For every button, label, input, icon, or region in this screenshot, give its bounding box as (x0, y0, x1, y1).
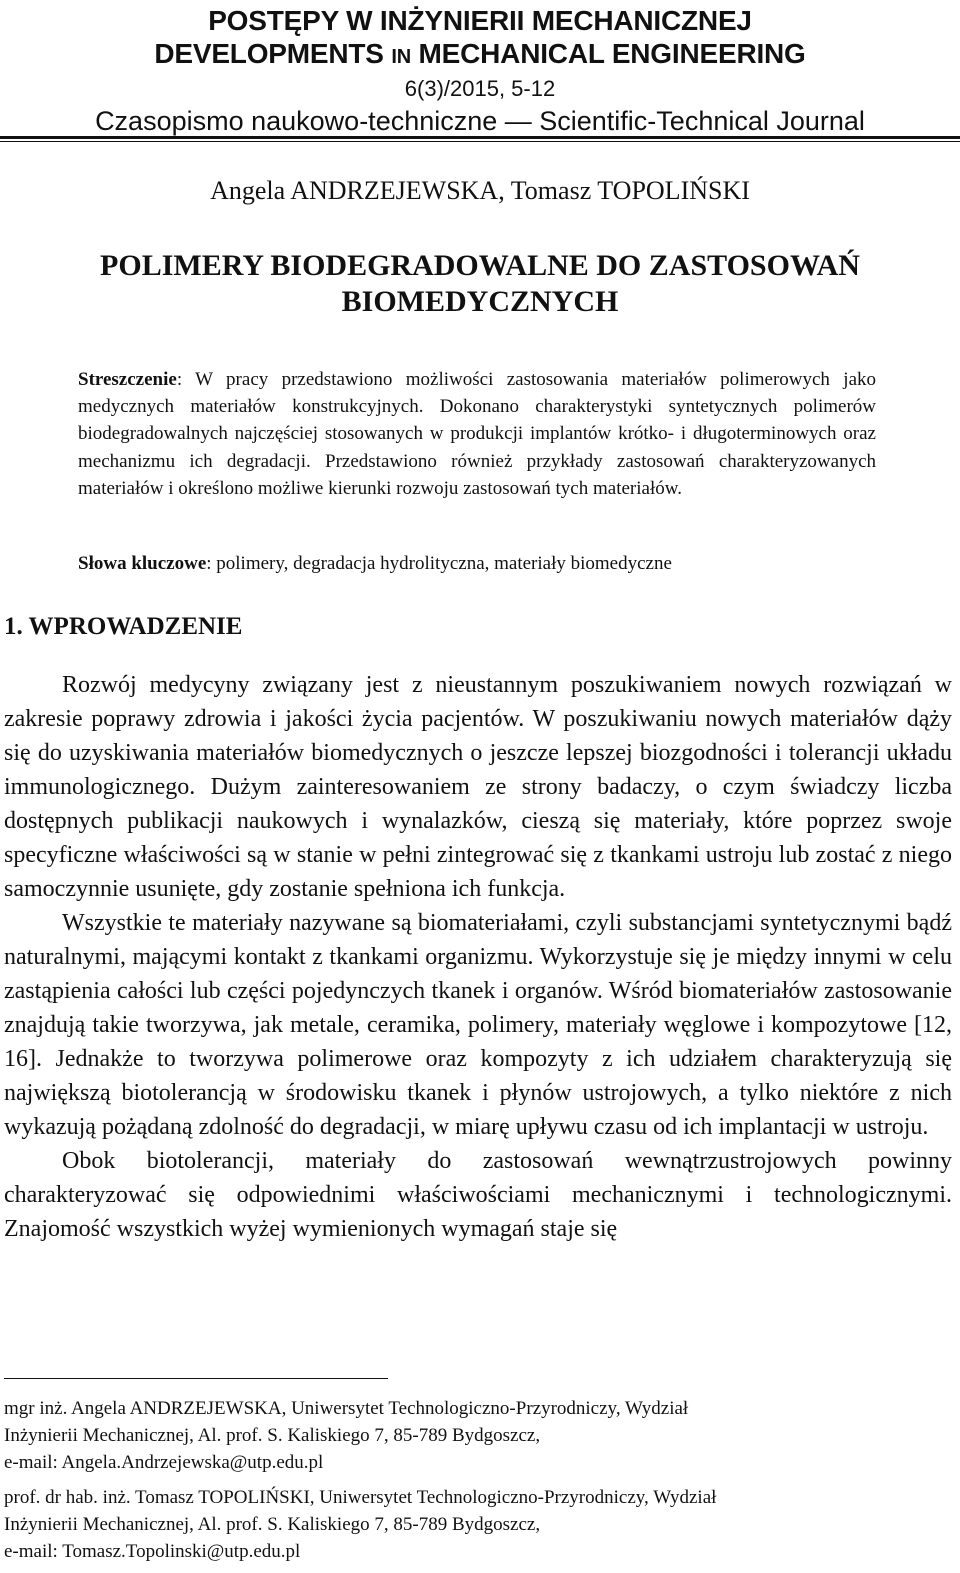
paragraph: Wszystkie te materiały nazywane są biomateriałami, czyli substancjami syntetycznymi bądź naturalnymi, mającymi kontakt z tkankami organizmu. Wykorzystuje się je między innymi w celu zastąpienia całości lub części pojedynczych tkanek i organów. Wśród biomateriałów zastosowanie znajdują takie tworzywa, jak metale, ceramika, polimery, materiały węglowe i kompozytowe [12, 16]. Jednakże to tworzywa polimerowe oraz kompozyty z ich udziałem charakteryzują się największą biotolerancją w środowisku tkanek i płynów ustrojowych, a tylko niektóre z nich wykazują pożądaną zdolność do degradacji, w miarę upływu czasu od ich implantacji w ustroju. (4, 910, 952, 1140)
body-text (4, 668, 952, 1246)
abstract-text: : W pracy przedstawiono możliwości zastosowania materiałów polimerowych jako medycznych materiałów konstrukcyjnych. Dokonano charakterystyki syntetycznych polimerów biodegradowalnych najczęściej stosowanych w produkcji implantów krótko- i długoterminowych oraz mechanizmu ich degradacji. Przedstawiono również przykłady zastosowań charakteryzowanych materiałów i określono możliwe kierunki rozwoju zastosowań tych materiałów. (78, 369, 876, 499)
keywords-text: : polimery, degradacja hydrolityczna, materiały biomedyczne (206, 553, 672, 574)
abstract-label: Streszczenie (78, 369, 177, 390)
footnote-line: prof. dr hab. inż. Tomasz TOPOLIŃSKI, Uniwersytet Technologiczno-Przyrodniczy, Wydział (4, 1487, 717, 1508)
journal-header (0, 4, 960, 138)
abstract (78, 366, 876, 502)
footnote-author-1 (4, 1395, 956, 1476)
keywords (78, 550, 876, 577)
footnote-email: e-mail: Tomasz.Topolinski@utp.edu.pl (4, 1541, 301, 1562)
footnote-line: mgr inż. Angela ANDRZEJEWSKA, Uniwersytet Technologiczno-Przyrodniczy, Wydział (4, 1398, 689, 1419)
section-heading: 1. WPROWADZENIE (4, 613, 243, 640)
journal-title-pl: POSTĘPY W INŻYNIERII MECHANICZNEJ (208, 5, 752, 36)
journal-subtitle: Czasopismo naukowo-techniczne — Scientific-Technical Journal (95, 106, 865, 136)
paragraph: Rozwój medycyny związany jest z nieustannym poszukiwaniem nowych rozwiązań w zakresie poprawy zdrowia i jakości życia pacjentów. W poszukiwaniu nowych materiałów dąży się do uzyskiwania materiałów biomedycznych o jeszcze lepszej biozgodności i tolerancji układu immunologicznego. Dużym zainteresowaniem ze strony badaczy, o czym świadczy liczba dostępnych publikacji naukowych i wynalazków, cieszą się materiały, które poprzez swoje specyficzne właściwości są w stanie w pełni zintegrować się z tkankami ustroju lub zostać z niego samoczynnie usunięte, gdy zostanie spełniona ich funkcja. (4, 672, 952, 902)
paper-title-line1: POLIMERY BIODEGRADOWALNE DO ZASTOSOWAŃ (100, 249, 860, 282)
journal-title-en-part2: MECHANICAL ENGINEERING (410, 38, 806, 69)
footnote-line: Inżynierii Mechanicznej, Al. prof. S. Kaliskiego 7, 85-789 Bydgoszcz, (4, 1514, 541, 1535)
footnote-rule (4, 1378, 388, 1379)
paper-title-line2: BIOMEDYCZNYCH (341, 285, 619, 318)
paragraph: Obok biotolerancji, materiały do zastosowań wewnątrzustrojowych powinny charakteryzować się odpowiednimi właściwościami mechanicznymi i technologicznymi. Znajomość wszystkich wyżej wymienionych wymagań staje się (4, 1148, 952, 1242)
footnote-email: e-mail: Angela.Andrzejewska@utp.edu.pl (4, 1452, 324, 1473)
paper-title (0, 248, 960, 320)
keywords-label: Słowa kluczowe (78, 553, 207, 574)
paper-authors: Angela ANDRZEJEWSKA, Tomasz TOPOLIŃSKI (210, 176, 750, 205)
journal-issue: 6(3)/2015, 5-12 (404, 76, 556, 101)
footnote-line: Inżynierii Mechanicznej, Al. prof. S. Kaliskiego 7, 85-789 Bydgoszcz, (4, 1425, 541, 1446)
header-rule-thick (0, 136, 960, 139)
journal-title-en-part1: DEVELOPMENTS (154, 38, 392, 69)
journal-title-en-in: IN (391, 46, 411, 68)
header-rule-thin (0, 141, 960, 142)
footnote-author-2 (4, 1484, 956, 1565)
journal-title-en (0, 37, 960, 74)
footnotes (4, 1395, 956, 1573)
